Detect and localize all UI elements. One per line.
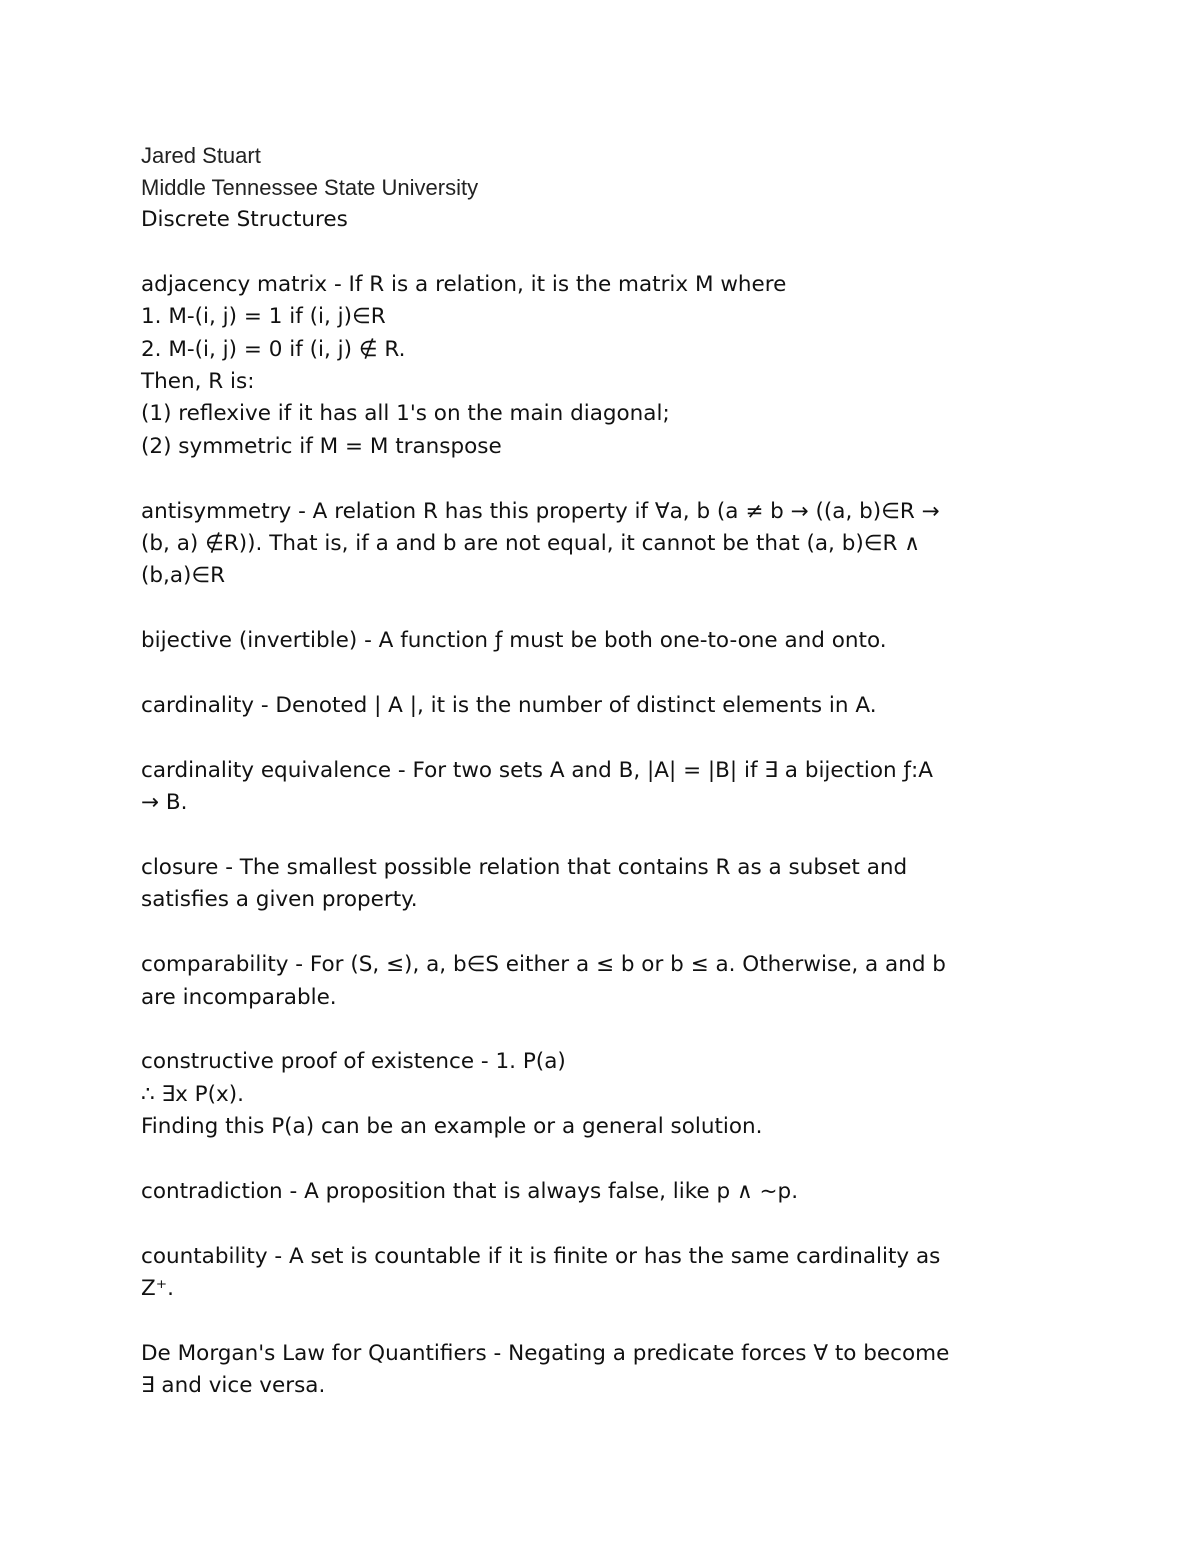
spacer [141, 1306, 1071, 1338]
entry-line: (1) reflexive if it has all 1's on the main diagonal; [141, 401, 670, 427]
entry-line: closure - The smallest possible relation that contains R as a subset and [141, 855, 908, 881]
entry-line: 2. M-(i, j) = 0 if (i, j) ∉ R. [141, 336, 406, 362]
entry-line: (b,a)∈R [141, 563, 226, 589]
entry-line: countability - A set is countable if it is finite or has the same cardinality as [141, 1243, 941, 1269]
spacer [141, 1014, 1071, 1046]
spacer [141, 658, 1071, 690]
entry-line: satisfies a given property. [141, 887, 418, 913]
entry-line: Then, R is: [141, 369, 255, 395]
entry-line: comparability - For (S, ≤), a, b∈S either a ≤ b or b ≤ a. Otherwise, a and b [141, 952, 946, 978]
glossary-entry-cardinality-equivalence [141, 755, 1071, 820]
author-name: Jared Stuart [141, 143, 261, 168]
entry-line: Finding this P(a) can be an example or a general solution. [141, 1114, 763, 1140]
entry-line: (2) symmetric if M = M transpose [141, 433, 502, 459]
entry-line: bijective (invertible) - A function ƒ must be both one-to-one and onto. [141, 628, 887, 654]
entry-line: cardinality - Denoted | A |, it is the number of distinct elements in A. [141, 693, 877, 719]
entry-line: ∃ and vice versa. [141, 1373, 326, 1399]
glossary-entry-antisymmetry [141, 496, 1071, 593]
glossary-entry-comparability [141, 949, 1071, 1014]
spacer [141, 1208, 1071, 1240]
entry-line: cardinality equivalence - For two sets A and B, |A| = |B| if ∃ a bijection ƒ:A [141, 757, 933, 783]
glossary-entry-bijective [141, 625, 1071, 657]
entry-line: contradiction - A proposition that is always false, like p ∧ ~p. [141, 1179, 799, 1205]
spacer [141, 593, 1071, 625]
entry-line: constructive proof of existence - 1. P(a) [141, 1049, 566, 1075]
spacer [141, 820, 1071, 852]
entry-line: De Morgan's Law for Quantifiers - Negating a predicate forces ∀ to become [141, 1341, 950, 1367]
glossary-entry-cardinality [141, 690, 1071, 722]
entry-line: (b, a) ∉R)). That is, if a and b are not equal, it cannot be that (a, b)∈R ∧ [141, 531, 920, 557]
spacer [141, 722, 1071, 754]
entry-line: 1. M-(i, j) = 1 if (i, j)∈R [141, 304, 386, 330]
entry-line: Z⁺. [141, 1276, 174, 1302]
spacer [141, 463, 1071, 495]
entry-line: antisymmetry - A relation R has this property if ∀a, b (a ≠ b → ((a, b)∈R → [141, 498, 940, 524]
document-page [141, 140, 1071, 1403]
institution-name: Middle Tennessee State University [141, 175, 479, 200]
glossary-entry-countability [141, 1241, 1071, 1306]
entry-line: adjacency matrix - If R is a relation, it is the matrix M where [141, 271, 787, 297]
spacer [141, 236, 1071, 268]
glossary-entry-de-morgans-law [141, 1338, 1071, 1403]
glossary-entry-adjacency-matrix [141, 269, 1071, 463]
spacer [141, 1144, 1071, 1176]
entry-line: are incomparable. [141, 984, 337, 1010]
entry-line: ∴ ∃x P(x). [141, 1081, 244, 1107]
entry-line: → B. [141, 790, 188, 816]
spacer [141, 917, 1071, 949]
glossary-entry-contradiction [141, 1176, 1071, 1208]
course-title: Discrete Structures [141, 207, 348, 232]
glossary-entry-closure [141, 852, 1071, 917]
glossary-entry-constructive-proof [141, 1046, 1071, 1143]
